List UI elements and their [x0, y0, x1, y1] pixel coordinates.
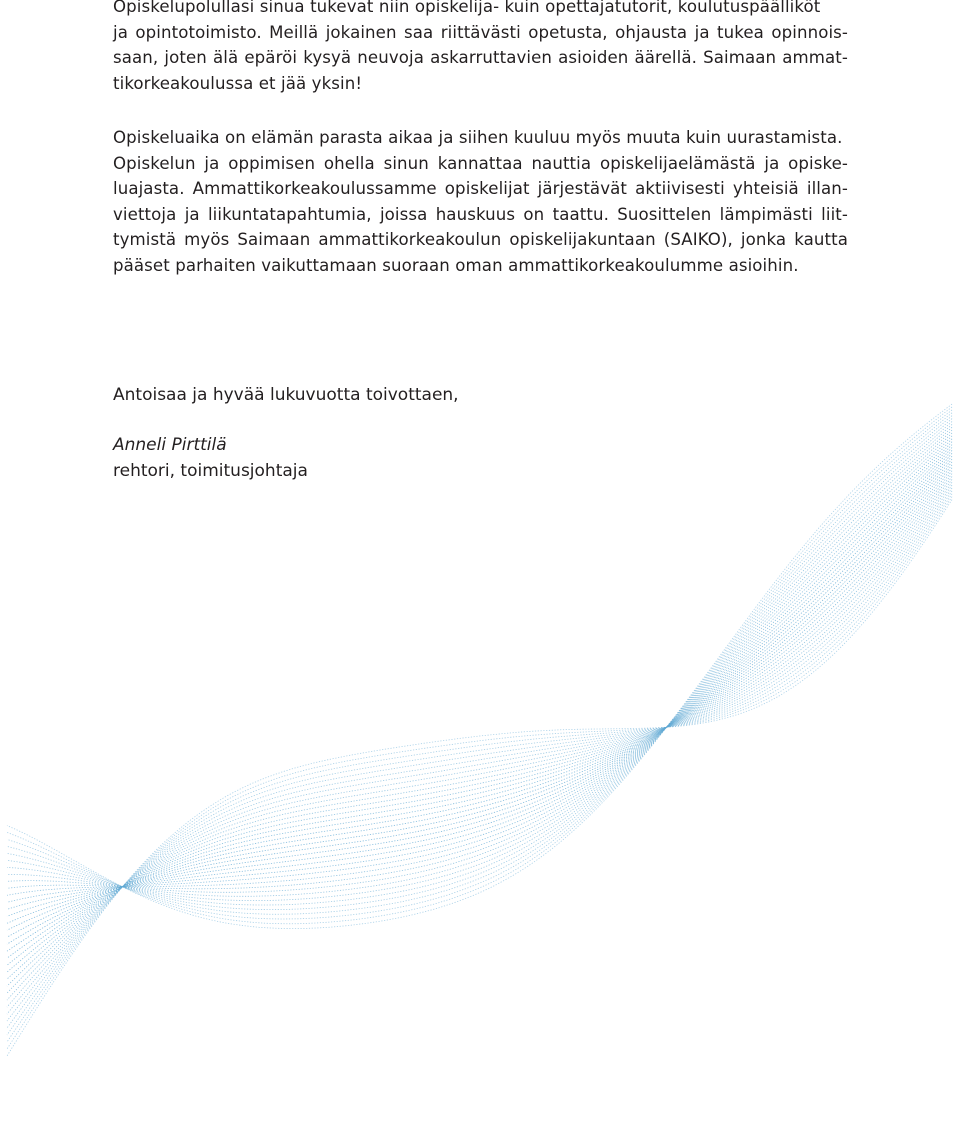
wave-strand	[7, 485, 952, 1021]
text-line: Opiskelupolullasi sinua tukevat niin opiskelija- kuin opettajatutorit, koulutuspäälliköt	[113, 0, 821, 16]
wave-strand	[7, 471, 952, 986]
paragraph-student-life	[113, 125, 848, 279]
wave-strand	[7, 482, 952, 1014]
wave-strand	[7, 453, 952, 944]
wave-strand	[7, 430, 952, 889]
paragraph-study-support	[113, 0, 848, 96]
wave-strand	[7, 474, 952, 994]
signature-block	[113, 432, 308, 484]
wave-strand	[7, 436, 952, 902]
wave-strand	[7, 462, 952, 965]
text-line: viettoja ja liikuntatapahtumia, joissa hauskuus on taattu. Suosittelen lämpimästi liit-	[113, 204, 848, 224]
wave-strand	[7, 419, 952, 905]
wave-strand	[7, 445, 952, 924]
wave-strand	[7, 410, 952, 919]
wave-strand	[7, 439, 952, 910]
signer-name: Anneli Pirttilä	[113, 435, 227, 455]
signer-title: rehtori, toimitusjohtaja	[113, 461, 308, 481]
wave-strand	[7, 500, 952, 1056]
wave-strand	[7, 416, 952, 910]
wave-strand	[7, 407, 952, 924]
text-line: tikorkeakoulussa et jää yksin!	[113, 73, 363, 93]
wave-strand	[7, 494, 952, 1042]
wave-strand	[7, 433, 952, 895]
closing-greeting: Antoisaa ja hyvää lukuvuotta toivottaen,	[113, 385, 459, 405]
text-line: saan, joten älä epäröi kysyä neuvoja askarruttavien asioiden äärellä. Saimaan ammat-	[113, 48, 848, 68]
text-line: Opiskelun ja oppimisen ohella sinun kannattaa nauttia opiskelijaelämästä ja opiske-	[113, 153, 848, 173]
wave-strand	[7, 465, 952, 972]
wave-strand	[7, 427, 952, 892]
wave-strand	[7, 456, 952, 951]
wave-strand	[7, 413, 952, 915]
wave-strand	[7, 491, 952, 1035]
wave-strand	[7, 459, 952, 958]
text-line: luajasta. Ammattikorkeakoulussamme opiskelijat järjestävät aktiivisesti yhteisiä illan-	[113, 179, 848, 199]
wave-strand	[7, 497, 952, 1049]
text-line: Opiskeluaika on elämän parasta aikaa ja siihen kuuluu myös muuta kuin uurastamista.	[113, 128, 843, 147]
wave-strand	[7, 488, 952, 1028]
text-line: ja opintotoimisto. Meillä jokainen saa riittävästi opetusta, ohjausta ja tukea opinnois-	[113, 22, 848, 42]
text-line: tymistä myös Saimaan ammattikorkeakoulun opiskelijakuntaan (SAIKO), jonka kautta	[113, 230, 848, 250]
wave-strand	[7, 422, 952, 901]
text-line: pääset parhaiten vaikuttamaan suoraan oman ammattikorkeakoulumme asioihin.	[113, 255, 799, 275]
wave-strand	[7, 424, 952, 896]
wave-strand	[7, 468, 952, 979]
